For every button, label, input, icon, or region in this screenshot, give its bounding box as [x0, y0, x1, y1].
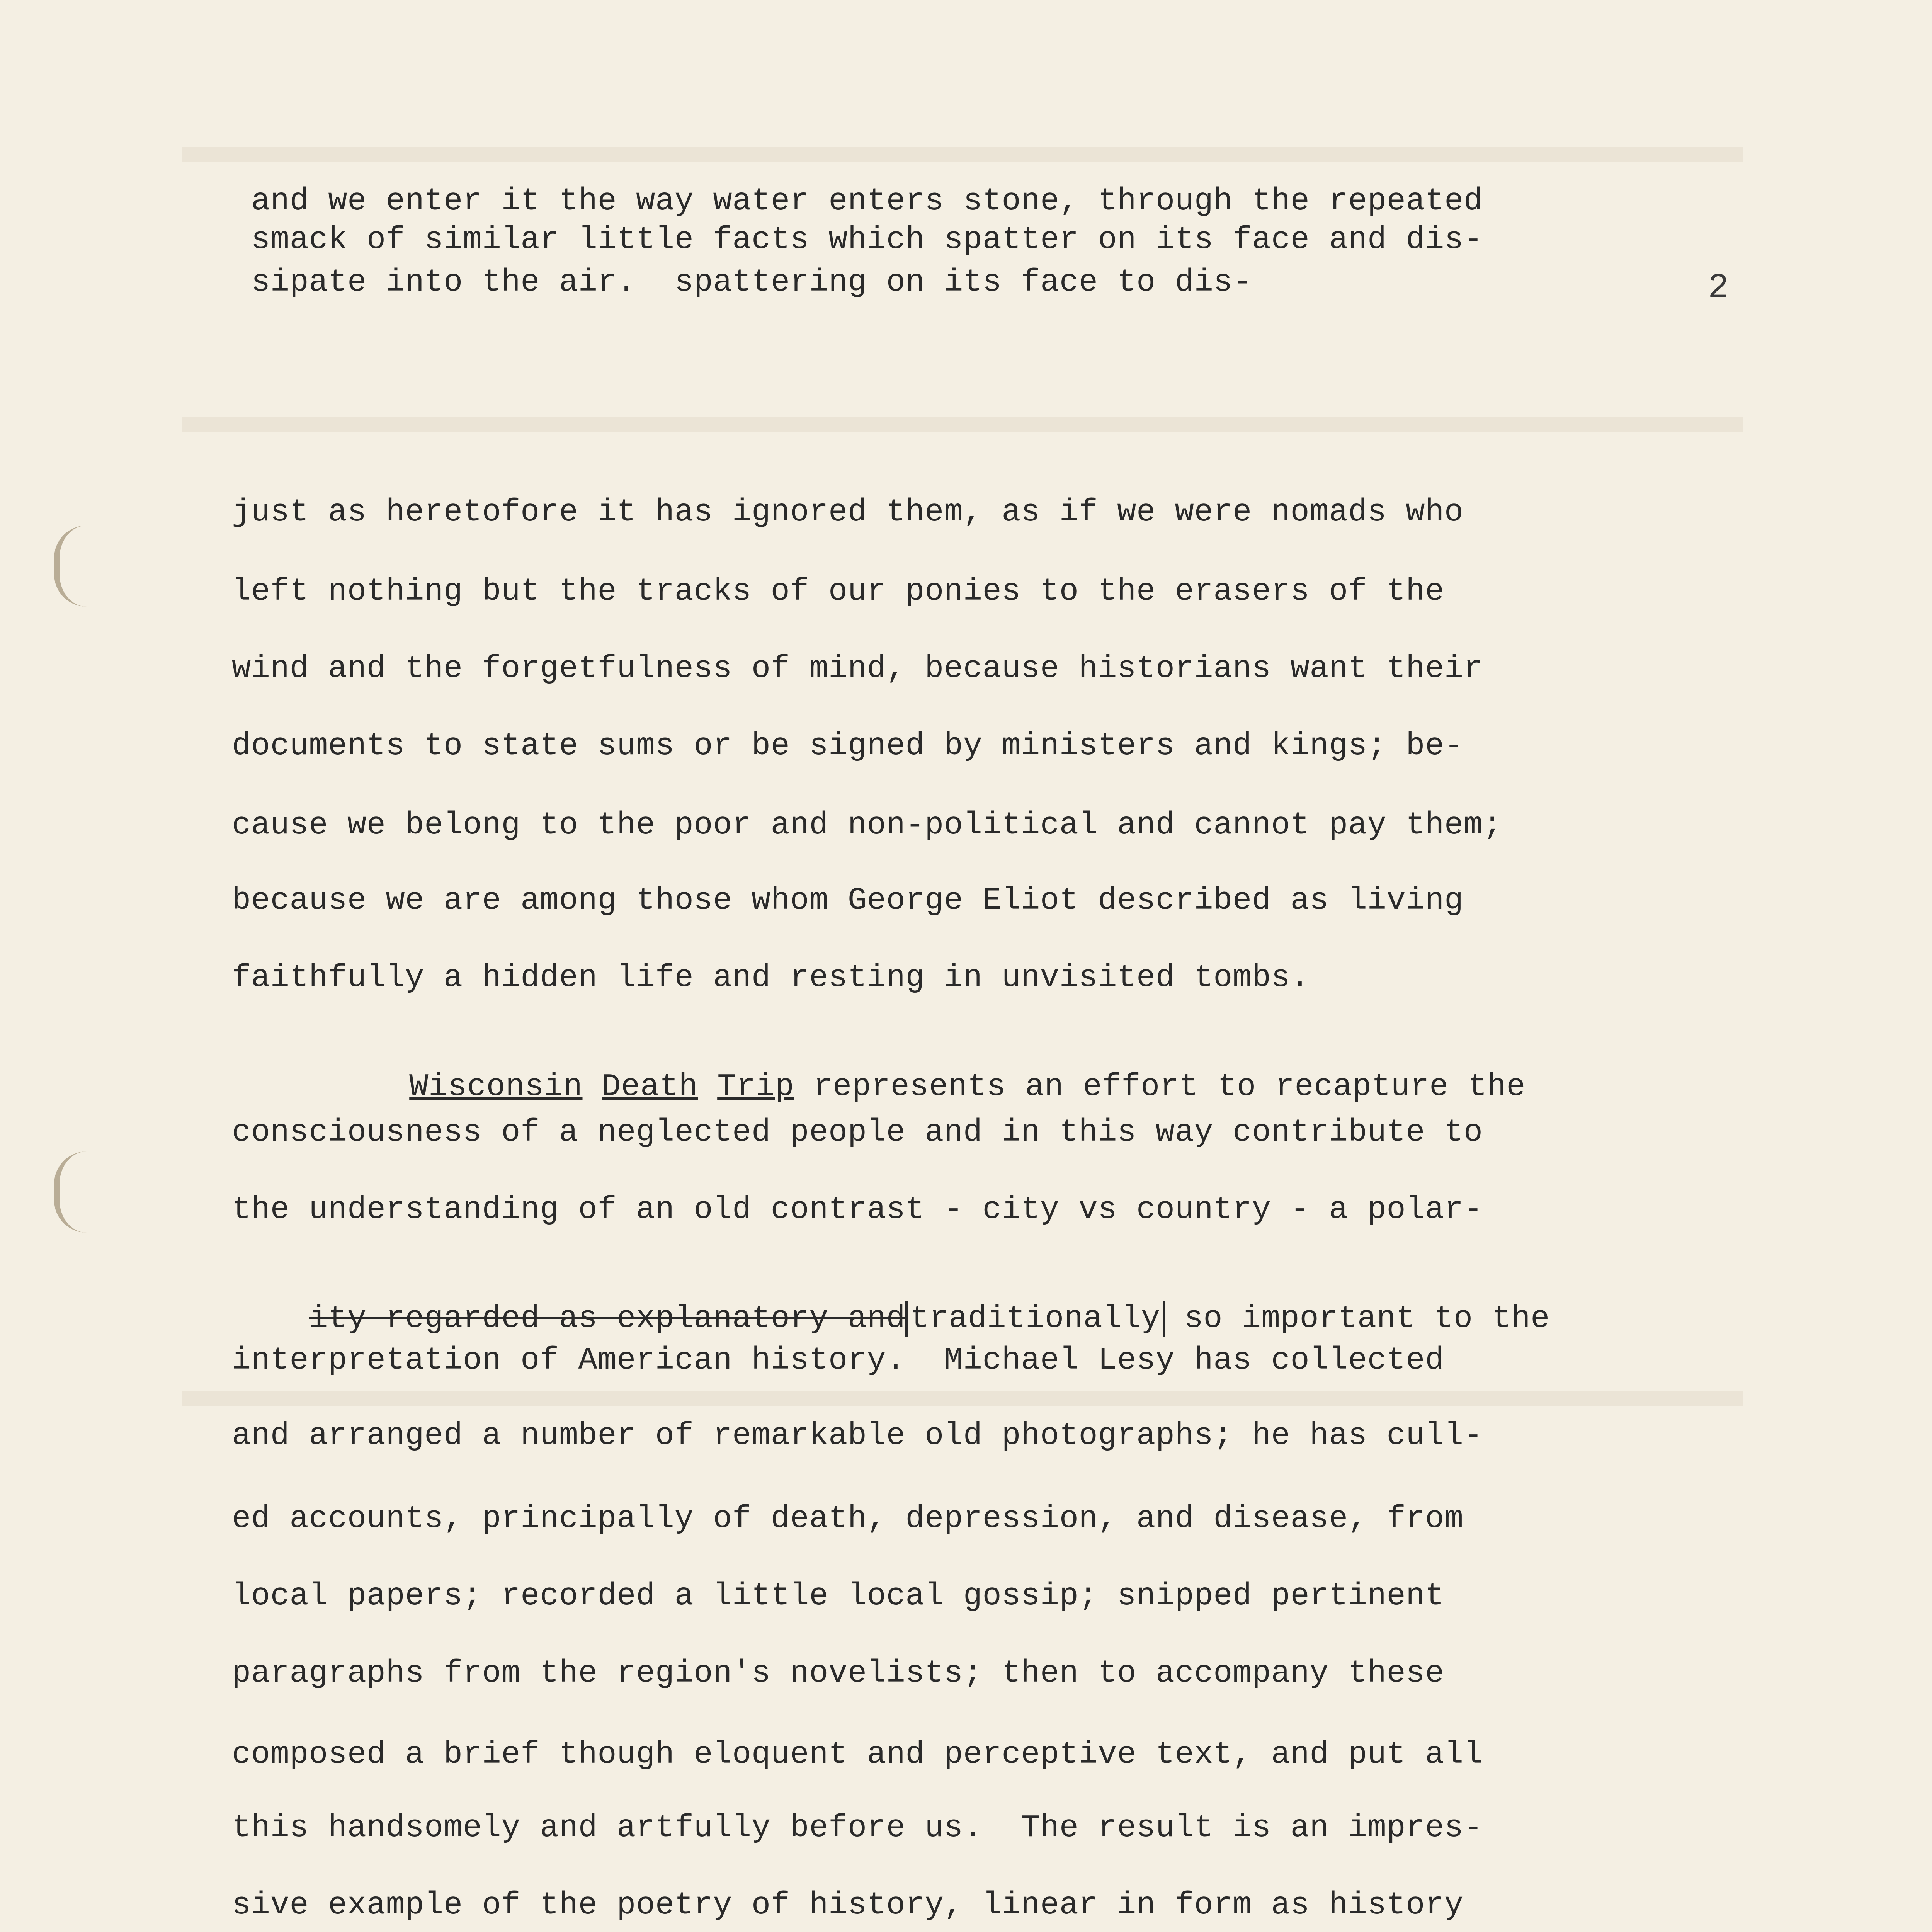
text-line: just as heretofore it has ignored them, as if we were nomads who	[232, 494, 1464, 530]
text-line: composed a brief though eloquent and perceptive text, and put all	[232, 1736, 1483, 1772]
struck-text: ity regarded as explanatory and	[309, 1301, 906, 1337]
text-fragment: so important to the	[1165, 1301, 1550, 1337]
text-line: faithfully a hidden life and resting in unvisited tombs.	[232, 960, 1310, 996]
text-line: the understanding of an old contrast - city vs country - a polar-	[232, 1192, 1483, 1228]
binder-hole	[54, 526, 87, 607]
text-line: left nothing but the tracks of our ponies to the erasers of the	[232, 573, 1444, 609]
text-line: wind and the forgetfulness of mind, because historians want their	[232, 651, 1483, 687]
text-line: because we are among those whom George Eliot described as living	[232, 883, 1464, 918]
book-title: Death	[602, 1069, 698, 1105]
text-line: ed accounts, principally of death, depression, and disease, from	[232, 1501, 1464, 1537]
text-line: interpretation of American history. Michael Lesy has collected	[232, 1342, 1444, 1378]
book-title: Wisconsin	[409, 1069, 583, 1105]
text-line: this handsomely and artfully before us. The result is an impres-	[232, 1810, 1483, 1846]
text-line: paragraphs from the region's novelists; then to accompany these	[232, 1655, 1444, 1691]
text-line: local papers; recorded a little local gossip; snipped pertinent	[232, 1578, 1444, 1614]
bleed-through	[182, 1391, 1743, 1406]
bleed-through	[182, 147, 1743, 162]
text-line: consciousness of a neglected people and in this way contribute to	[232, 1114, 1483, 1150]
text-line: documents to state sums or be signed by ministers and kings; be-	[232, 728, 1464, 764]
book-title: Trip	[717, 1069, 794, 1105]
text-line: cause we belong to the poor and non-political and cannot pay them;	[232, 807, 1502, 843]
page-number: 2	[1708, 269, 1729, 308]
text-line: and we enter it the way water enters stone, through the repeated	[251, 183, 1483, 219]
binder-hole	[54, 1151, 87, 1233]
text-line: sive example of the poetry of history, linear in form as history	[232, 1887, 1464, 1923]
text-line: and arranged a number of remarkable old photographs; he has cull-	[232, 1418, 1483, 1454]
text-line: sipate into the air. spattering on its face to dis-	[251, 264, 1252, 300]
inserted-text: traditionally	[905, 1301, 1165, 1337]
text-fragment: represents an effort to recapture the	[794, 1069, 1526, 1105]
text-line: smack of similar little facts which spatter on its face and dis-	[251, 222, 1483, 258]
bleed-through	[182, 417, 1743, 432]
